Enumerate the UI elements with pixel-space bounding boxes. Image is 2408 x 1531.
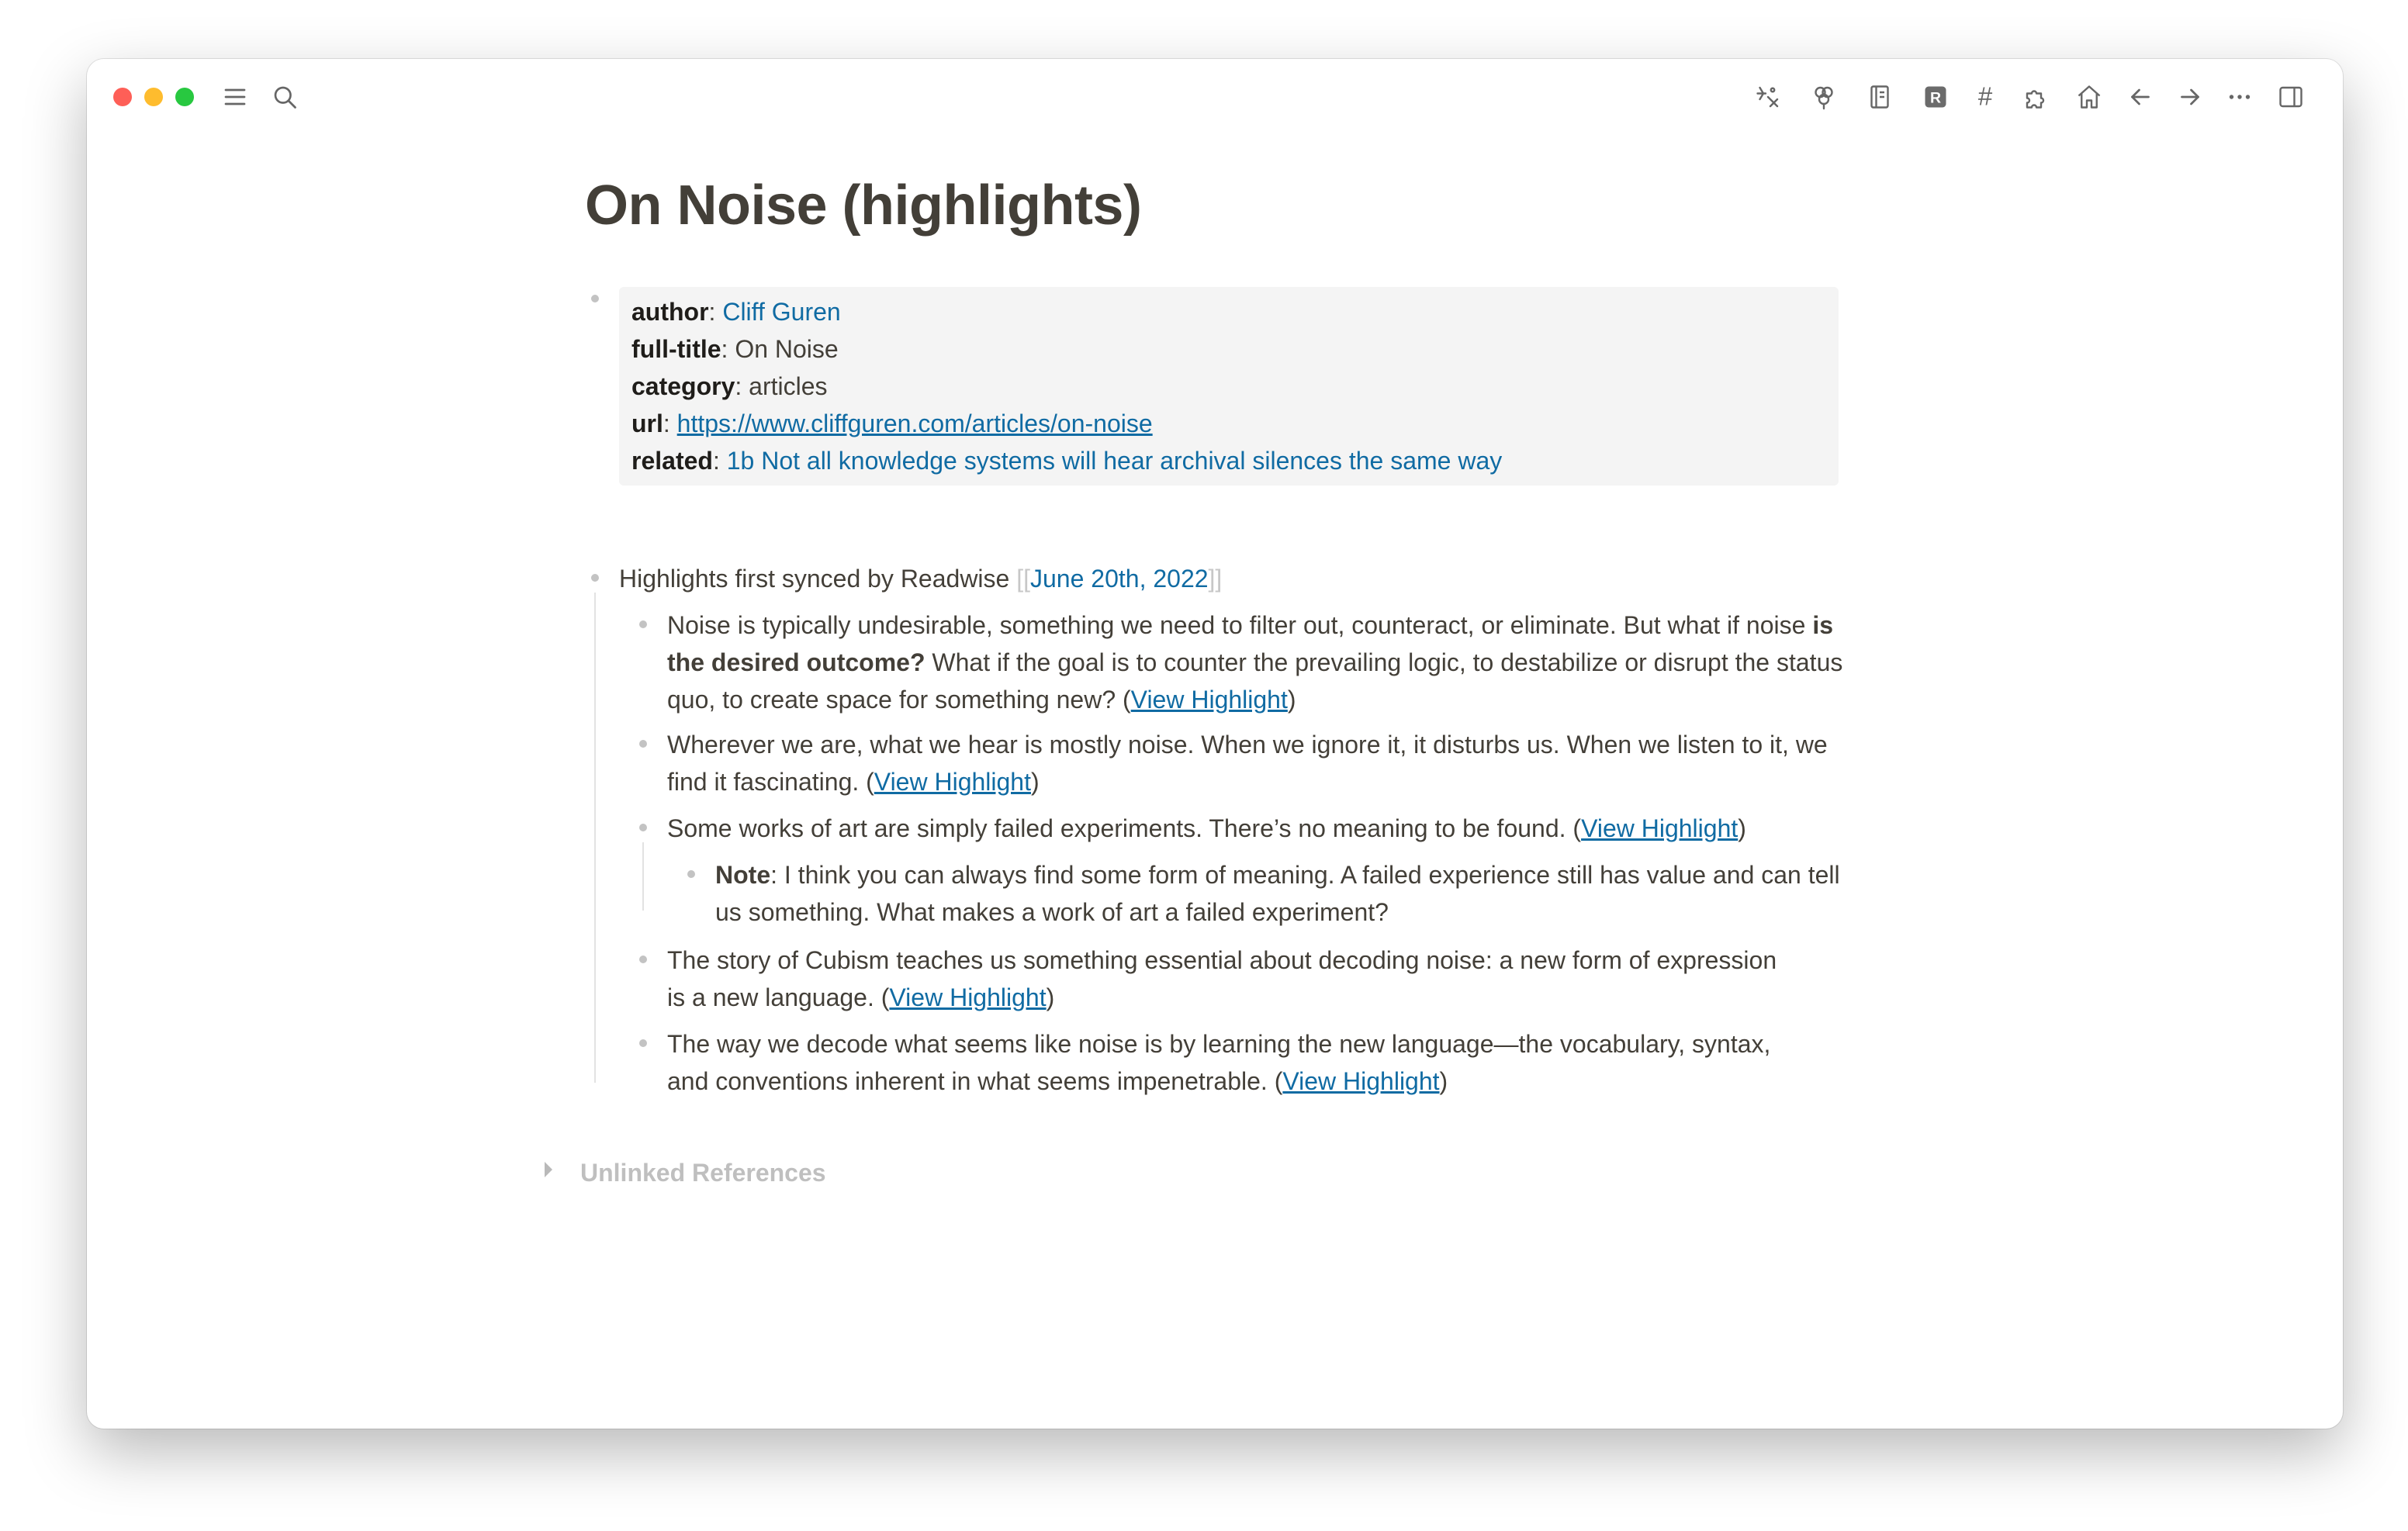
hashtag-glyph: # <box>1977 83 1993 111</box>
block-bullet[interactable] <box>639 956 647 963</box>
view-highlight-link[interactable]: View Highlight <box>1282 1067 1440 1095</box>
readwise-letter: R <box>1929 89 1942 107</box>
highlight-text: Some works of art are simply failed experiments. There’s no meaning to be found. <box>667 814 1573 842</box>
view-highlight-link[interactable]: View Highlight <box>1581 814 1739 842</box>
property-value: articles <box>749 372 828 400</box>
page-ref-bracket-open: [[ <box>1016 565 1030 593</box>
related-link[interactable]: 1b Not all knowledge systems will hear archival silences the same way <box>726 447 1503 475</box>
page-title[interactable]: On Noise (highlights) <box>585 175 1142 237</box>
highlight-text: The story of Cubism teaches us something essential about decoding noise: a new form of expression is a new language. <box>667 946 1777 1011</box>
unlinked-references-toggle[interactable]: Unlinked References <box>580 1159 826 1187</box>
view-highlight-link[interactable]: View Highlight <box>1130 686 1288 714</box>
property-key: category <box>631 372 735 400</box>
property-key: author <box>631 298 709 326</box>
note-text: : I think you can always find some form of meaning. A failed experience still has value and can tell us something. What makes a work of art a failed experiment? <box>715 861 1840 926</box>
note-label: Note <box>715 861 771 889</box>
block-bullet[interactable] <box>687 870 695 878</box>
children-thread-line <box>594 593 596 1083</box>
page-ref-bracket-close: ]] <box>1208 565 1223 593</box>
block-bullet[interactable] <box>639 824 647 831</box>
highlight-block[interactable]: Some works of art are simply failed experiments. There’s no meaning to be found. (View Highlight) <box>667 814 1746 842</box>
block-bullet[interactable] <box>639 740 647 748</box>
property-author: author: Cliff Guren <box>631 298 841 326</box>
property-related: related: 1b Not all knowledge systems will hear archival silences the same way <box>631 447 1503 475</box>
property-key: full-title <box>631 335 721 363</box>
property-value: On Noise <box>735 335 839 363</box>
author-link[interactable]: Cliff Guren <box>722 298 841 326</box>
highlight-block[interactable]: Wherever we are, what we hear is mostly noise. When we ignore it, it disturbs us. When we listen to it, we find it fascinating. (View Highlight) <box>667 731 1828 796</box>
property-key: url <box>631 410 663 437</box>
property-key: related <box>631 447 713 475</box>
page-content <box>87 59 2343 1429</box>
highlight-text: Noise is typically undesirable, something we need to filter out, counteract, or eliminate. But what if noise <box>667 611 1813 639</box>
url-link[interactable]: https://www.cliffguren.com/articles/on-noise <box>676 410 1153 437</box>
block-bullet[interactable] <box>591 574 599 582</box>
highlight-text: What if the goal is to counter the prevailing logic, to destabilize or disrupt the status quo, to create space for something new? <box>667 648 1843 714</box>
highlight-block[interactable]: The story of Cubism teaches us something essential about decoding noise: a new form of expression is a new language. (View Highlight) <box>667 946 1777 1011</box>
view-highlight-link[interactable]: View Highlight <box>874 768 1031 796</box>
sync-text: Highlights first synced by Readwise <box>619 565 1010 593</box>
date-link[interactable]: June 20th, 2022 <box>1030 565 1209 593</box>
property-url: url: https://www.cliffguren.com/articles/on-noise <box>631 410 1153 437</box>
view-highlight-link[interactable]: View Highlight <box>889 983 1047 1011</box>
property-category: category: articles <box>631 372 828 400</box>
highlight-text: The way we decode what seems like noise is by learning the new language—the vocabulary, syntax, and conventions inherent in what seems impenetrable. <box>667 1030 1771 1095</box>
block-bullet[interactable] <box>591 295 599 302</box>
note-block[interactable] <box>715 856 1848 931</box>
children-thread-line <box>642 842 644 911</box>
highlight-block[interactable]: The way we decode what seems like noise is by learning the new language—the vocabulary, syntax, and conventions inherent in what seems impenetrable. (View Highlight) <box>667 1030 1771 1095</box>
sync-block[interactable] <box>619 560 1222 597</box>
highlight-text: Wherever we are, what we hear is mostly noise. When we ignore it, it disturbs us. When we listen to it, we find it fascinating. <box>667 731 1828 796</box>
highlight-block[interactable]: Noise is typically undesirable, something we need to filter out, counteract, or eliminate. But what if noise is the desired outcome? What if the goal is to counter the prevailing logic, to destabilize or disrupt the status quo, to create space for something new? (View Highlight) <box>667 611 1843 714</box>
block-bullet[interactable] <box>639 1039 647 1047</box>
properties-block[interactable] <box>619 287 1839 486</box>
app-window <box>87 59 2343 1429</box>
highlight-bold-text: is the desired outcome? <box>667 611 1833 676</box>
expand-arrow-icon[interactable] <box>545 1162 552 1177</box>
block-bullet[interactable] <box>639 620 647 628</box>
property-full-title: full-title: On Noise <box>631 335 839 363</box>
